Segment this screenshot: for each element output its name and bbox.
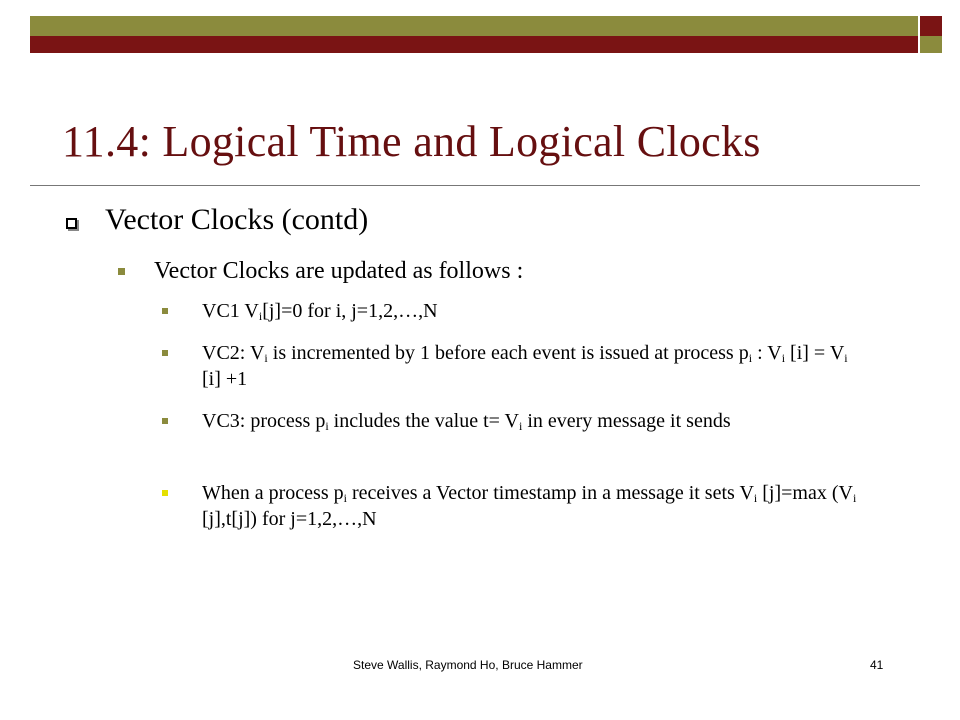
- page-number: 41: [870, 658, 884, 672]
- bullet-level1-text: Vector Clocks (contd): [105, 203, 369, 236]
- header-bar-maroon: [30, 36, 918, 53]
- slide-title: 11.4: Logical Time and Logical Clocks: [62, 117, 761, 166]
- square-bullet-icon: [162, 490, 168, 496]
- bullet-level2-text: Vector Clocks are updated as follows :: [154, 258, 524, 284]
- square-bullet-icon: [162, 418, 168, 424]
- header-square-maroon: [920, 16, 942, 36]
- bullet-vc4-text: When a process $p_i$ receives a Vector timestamp in a message it sets $V_i$ [j]=max ($V_i$ [j],t[j]) for j=1,2,…,N: [202, 482, 857, 530]
- title-rule: [30, 185, 920, 186]
- header-bar-olive: [30, 16, 918, 36]
- square-bullet-icon: [162, 350, 168, 356]
- checkbox-bullet-icon: [66, 218, 77, 229]
- footer-authors: Steve Wallis, Raymond Ho, Bruce Hammer: [353, 658, 583, 672]
- square-bullet-icon: [118, 268, 125, 275]
- bullet-vc3-text: VC3: process $p_i$ includes the value $t= V_i$ in every message it sends: [202, 410, 731, 433]
- bullet-vc1-text: VC1 $V_i[j]=0$ for i, j=1,2,…,N: [202, 300, 438, 323]
- square-bullet-icon: [162, 308, 168, 314]
- header-square-olive: [920, 36, 942, 53]
- bullet-vc2-text: VC2: $V_i$ is incremented by 1 before each event is issued at process $p_i$ : $V_i$ $[i] = V_i$ [i] +1: [202, 342, 848, 390]
